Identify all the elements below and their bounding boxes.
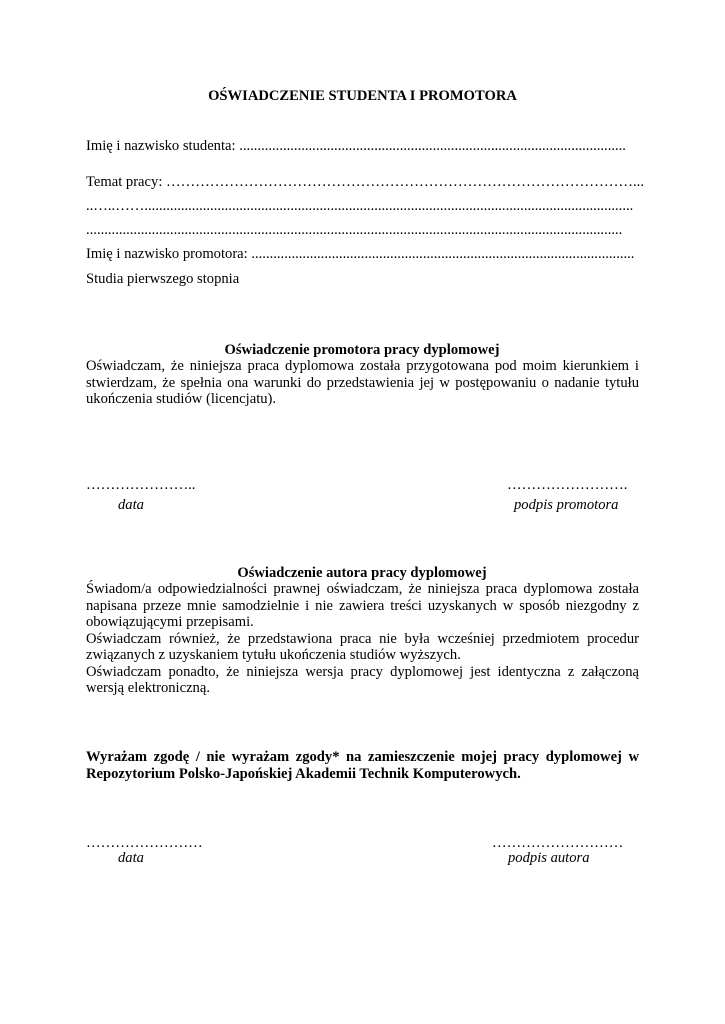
document-title: OŚWIADCZENIE STUDENTA I PROMOTORA bbox=[208, 88, 517, 104]
repository-consent bbox=[86, 749, 639, 782]
supervisor-date-dots: ………………….. bbox=[86, 477, 196, 493]
author-date-label: data bbox=[118, 850, 144, 866]
thesis-topic-line-3: ................................................................................................................................................... bbox=[86, 222, 623, 238]
author-statement-paragraph-2: Oświadczam również, że przedstawiona praca nie była wcześniej przedmiotem procedur związanych z uzyskaniem tytułu ukończenia studiów wyższych. bbox=[86, 630, 639, 663]
supervisor-signature-dots: ……………………. bbox=[507, 477, 628, 493]
author-statement-heading: Oświadczenie autora pracy dyplomowej bbox=[237, 565, 487, 581]
thesis-topic-line-2: ..…..……...................................................................................................................................... bbox=[86, 198, 634, 214]
repository-consent-text: Wyrażam zgodę / nie wyrażam zgody* na zamieszczenie mojej pracy dyplomowej w Repozytorium Polsko-Japońskiej Akademii Technik Komputerowych. bbox=[86, 749, 639, 782]
supervisor-name-field: Imię i nazwisko promotora: ......................................................................................................... bbox=[86, 246, 635, 262]
author-signature-dots: ……………………… bbox=[492, 835, 624, 851]
study-level: Studia pierwszego stopnia bbox=[86, 271, 240, 287]
thesis-topic-field: Temat pracy: ……………………………………………………………………………………... bbox=[86, 174, 644, 190]
student-name-field: Imię i nazwisko studenta: .......................................................................................................... bbox=[86, 138, 626, 154]
author-signature-label: podpis autora bbox=[508, 850, 590, 866]
author-date-dots: …………………… bbox=[86, 835, 203, 851]
supervisor-date-label: data bbox=[118, 497, 144, 513]
supervisor-statement-paragraph: Oświadczam, że niniejsza praca dyplomowa została przygotowana pod moim kierunkiem i stwierdzam, że spełnia ona warunki do przedstawienia jej w postępowaniu o nadanie tytułu ukończenia studiów (licencjatu). bbox=[86, 358, 639, 407]
author-statement-paragraph-3: Oświadczam ponadto, że niniejsza wersja pracy dyplomowej jest identyczna z załączoną wersją elektroniczną. bbox=[86, 663, 639, 696]
supervisor-statement-heading: Oświadczenie promotora pracy dyplomowej bbox=[224, 342, 500, 358]
author-statement-paragraph-1: Świadom/a odpowiedzialności prawnej oświadczam, że niniejsza praca dyplomowa została napisana przeze mnie samodzielnie i nie zawiera treści uzyskanych w sposób niezgodny z obowiązującymi przepisami. bbox=[86, 581, 639, 630]
author-statement-text bbox=[86, 581, 639, 697]
supervisor-statement-text bbox=[86, 358, 639, 408]
supervisor-signature-label: podpis promotora bbox=[514, 497, 619, 513]
